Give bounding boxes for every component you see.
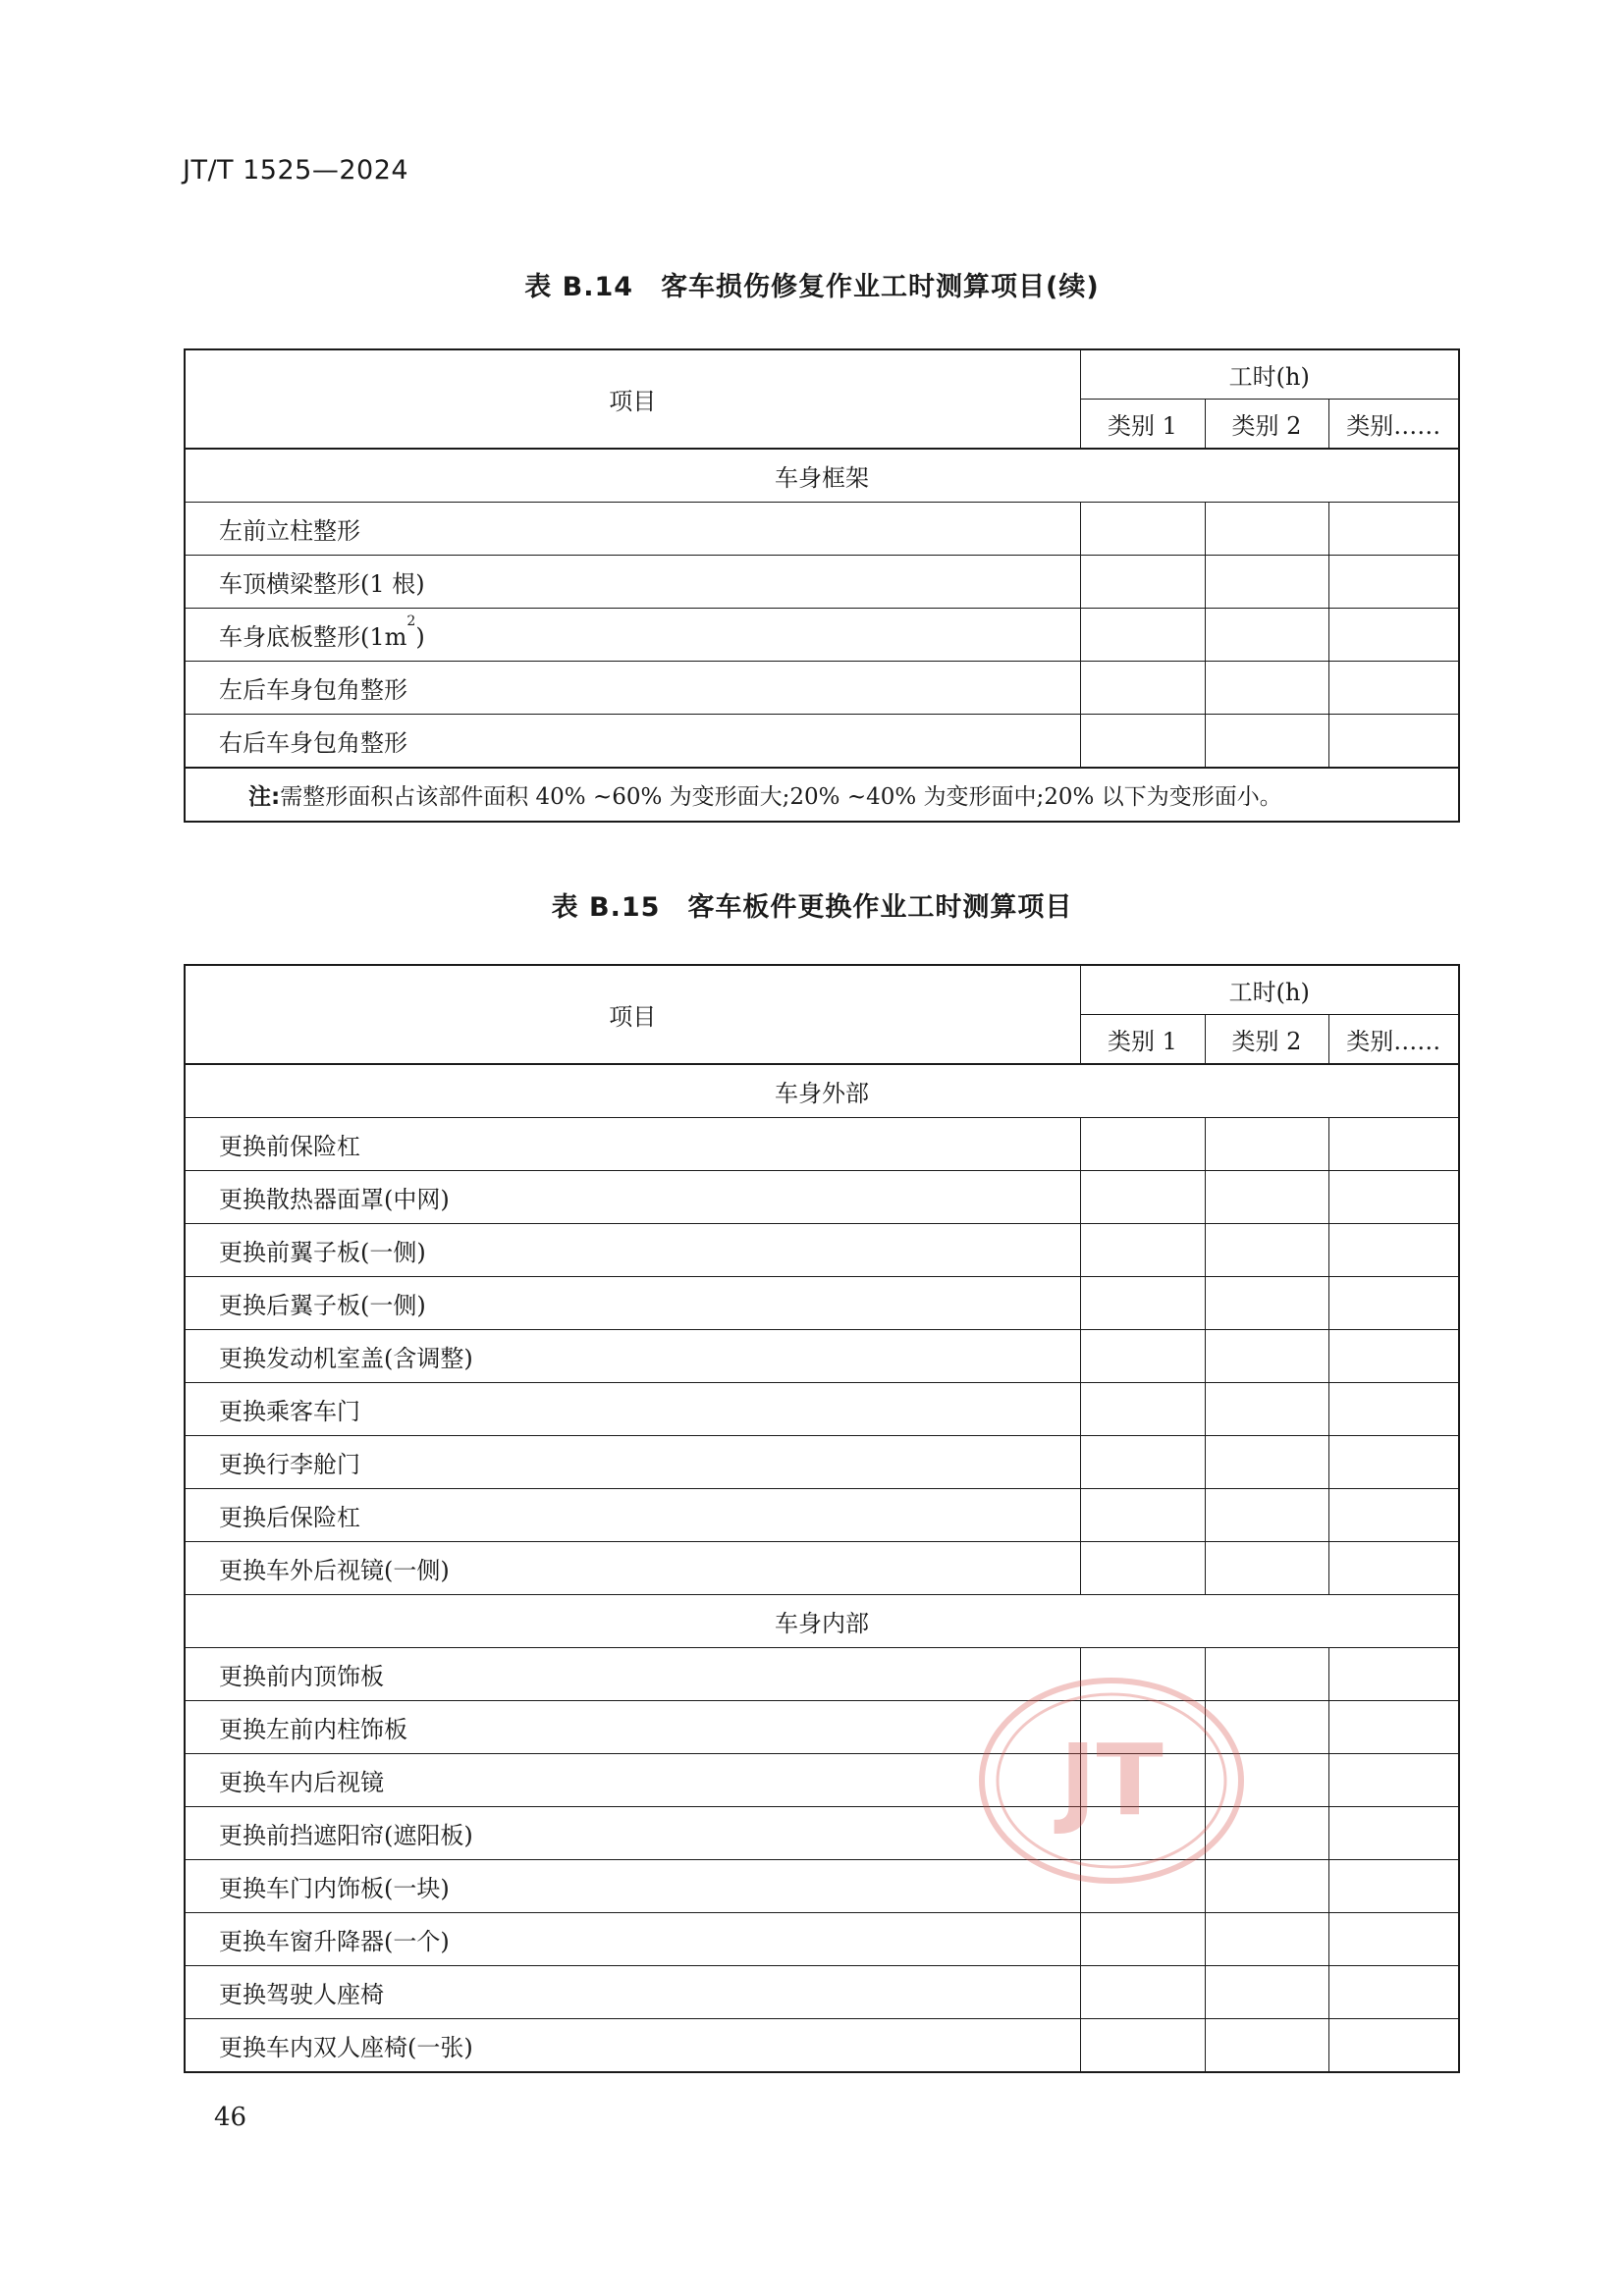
hours-cell [1328, 1171, 1459, 1224]
row-item-label: 更换车窗升降器(一个) [185, 1913, 1080, 1966]
hours-cell [1328, 556, 1459, 609]
hours-cell [1205, 1489, 1328, 1542]
standard-number: JT/T 1525—2024 [183, 155, 409, 186]
hours-cell [1328, 715, 1459, 769]
hours-cell [1080, 662, 1205, 715]
table-b14-cat1-header: 类别 1 [1080, 400, 1205, 450]
hours-cell [1205, 1171, 1328, 1224]
hours-cell [1328, 1966, 1459, 2019]
hours-cell [1328, 503, 1459, 556]
row-item-label: 更换后翼子板(一侧) [185, 1277, 1080, 1330]
table-b15-caption-title: 客车板件更换作业工时测算项目 [687, 892, 1073, 923]
row-item-label: 更换发动机室盖(含调整) [185, 1330, 1080, 1383]
seal-text: JT [1059, 1723, 1164, 1838]
hours-cell [1328, 1913, 1459, 1966]
row-item-label: 更换前保险杠 [185, 1118, 1080, 1171]
table-row [185, 1860, 1459, 1913]
seal-watermark [978, 1677, 1245, 1885]
table-row [185, 1277, 1459, 1330]
hours-cell [1205, 1383, 1328, 1436]
hours-cell [1080, 556, 1205, 609]
hours-cell [1080, 1436, 1205, 1489]
hours-cell [1205, 1436, 1328, 1489]
table-b14-caption [0, 265, 1624, 303]
table-b15-section-interior [185, 1595, 1459, 1648]
hours-cell [1328, 1542, 1459, 1595]
hours-cell [1080, 503, 1205, 556]
table-b15-caption [0, 885, 1624, 924]
hours-cell [1080, 1277, 1205, 1330]
hours-cell [1328, 1330, 1459, 1383]
table-row [185, 715, 1459, 769]
hours-cell [1080, 1383, 1205, 1436]
row-item-label: 更换后保险杠 [185, 1489, 1080, 1542]
table-row [185, 1913, 1459, 1966]
hours-cell [1205, 715, 1328, 769]
exterior-rows [185, 1118, 1459, 1595]
table-row [185, 1171, 1459, 1224]
hours-cell [1328, 1277, 1459, 1330]
table-b14-caption-number: 表 B.14 [524, 272, 634, 302]
table-b14-cat3-header: 类别…… [1328, 400, 1459, 450]
table-row [185, 1701, 1459, 1754]
row-item-label: 右后车身包角整形 [185, 715, 1080, 769]
row-item-label: 左后车身包角整形 [185, 662, 1080, 715]
hours-cell [1080, 1330, 1205, 1383]
hours-cell [1205, 1224, 1328, 1277]
table-row [185, 1118, 1459, 1171]
table-row [185, 2019, 1459, 2073]
row-item-label: 更换车外后视镜(一侧) [185, 1542, 1080, 1595]
hours-cell [1080, 1489, 1205, 1542]
hours-cell [1328, 1383, 1459, 1436]
hours-cell [1205, 1966, 1328, 2019]
table-row [185, 1224, 1459, 1277]
table-b15 [184, 964, 1460, 2073]
table-b14-note [185, 768, 1459, 822]
note-label: 注: [248, 784, 281, 810]
row-item-label: 更换车门内饰板(一块) [185, 1860, 1080, 1913]
hours-cell [1205, 2019, 1328, 2073]
hours-cell [1205, 556, 1328, 609]
hours-cell [1328, 1701, 1459, 1754]
hours-cell [1328, 1754, 1459, 1807]
table-row [185, 1807, 1459, 1860]
row-item-label: 更换前挡遮阳帘(遮阳板) [185, 1807, 1080, 1860]
hours-cell [1328, 1118, 1459, 1171]
row-item-text: 车身底板整形(1m [219, 623, 407, 651]
hours-cell [1328, 1860, 1459, 1913]
table-row [185, 1966, 1459, 2019]
table-row [185, 503, 1459, 556]
hours-cell [1328, 1648, 1459, 1701]
hours-cell [1328, 609, 1459, 662]
table-b15-cat2-header: 类别 2 [1205, 1015, 1328, 1065]
table-b14-header-row [185, 349, 1459, 400]
table-b15-item-header: 项目 [185, 965, 1080, 1064]
hours-cell [1080, 609, 1205, 662]
hours-cell [1205, 662, 1328, 715]
hours-cell [1328, 1224, 1459, 1277]
hours-cell [1205, 503, 1328, 556]
table-row [185, 1330, 1459, 1383]
table-b15-hours-header: 工时(h) [1080, 965, 1459, 1015]
hours-cell [1205, 1277, 1328, 1330]
hours-cell [1328, 662, 1459, 715]
row-item-label: 车顶横梁整形(1 根) [185, 556, 1080, 609]
table-row [185, 662, 1459, 715]
table-b14-hours-header: 工时(h) [1080, 349, 1459, 400]
section-title-interior: 车身内部 [185, 1595, 1459, 1648]
table-row [185, 1489, 1459, 1542]
table-row [185, 1754, 1459, 1807]
table-b14-item-header: 项目 [185, 349, 1080, 449]
row-item-label: 更换左前内柱饰板 [185, 1701, 1080, 1754]
hours-cell [1328, 2019, 1459, 2073]
row-item-label: 更换前内顶饰板 [185, 1648, 1080, 1701]
interior-rows [185, 1648, 1459, 2073]
hours-cell [1205, 1330, 1328, 1383]
row-item-label: 更换车内后视镜 [185, 1754, 1080, 1807]
hours-cell [1080, 1224, 1205, 1277]
hours-cell [1080, 715, 1205, 769]
hours-cell [1328, 1436, 1459, 1489]
table-row [185, 609, 1459, 662]
row-item-label: 更换车内双人座椅(一张) [185, 2019, 1080, 2073]
hours-cell [1080, 2019, 1205, 2073]
table-b14-caption-title: 客车损伤修复作业工时测算项目(续) [661, 272, 1100, 302]
hours-cell [1328, 1489, 1459, 1542]
hours-cell [1080, 1913, 1205, 1966]
hours-cell [1080, 1966, 1205, 2019]
table-row [185, 1648, 1459, 1701]
row-item-label: 更换散热器面罩(中网) [185, 1171, 1080, 1224]
row-item-label: 左前立柱整形 [185, 503, 1080, 556]
table-b14 [184, 348, 1460, 823]
table-b14-section-row [185, 449, 1459, 503]
table-b14-note-row [185, 768, 1459, 822]
table-row [185, 1383, 1459, 1436]
row-item-label: 更换行李舱门 [185, 1436, 1080, 1489]
row-item-label: 更换驾驶人座椅 [185, 1966, 1080, 2019]
superscript: 2 [406, 614, 416, 629]
note-text: 需整形面积占该部件面积 40% ~60% 为变形面大;20% ~40% 为变形面中;20% 以下为变形面小。 [280, 784, 1282, 810]
hours-cell [1328, 1807, 1459, 1860]
hours-cell [1080, 1171, 1205, 1224]
section-title-exterior: 车身外部 [185, 1064, 1459, 1118]
hours-cell [1205, 609, 1328, 662]
table-row [185, 1542, 1459, 1595]
hours-cell [1205, 1118, 1328, 1171]
table-b15-cat1-header: 类别 1 [1080, 1015, 1205, 1065]
table-b14-cat2-header: 类别 2 [1205, 400, 1328, 450]
row-item-label: 更换乘客车门 [185, 1383, 1080, 1436]
hours-cell [1080, 1118, 1205, 1171]
row-item-label [185, 609, 1080, 662]
hours-cell [1205, 1542, 1328, 1595]
row-item-label: 更换前翼子板(一侧) [185, 1224, 1080, 1277]
table-b15-caption-number: 表 B.15 [551, 892, 661, 923]
table-row [185, 556, 1459, 609]
hours-cell [1080, 1542, 1205, 1595]
table-b15-cat3-header: 类别…… [1328, 1015, 1459, 1065]
table-b15-header-row [185, 965, 1459, 1015]
table-b14-section-title: 车身框架 [185, 449, 1459, 503]
page-number: 46 [214, 2103, 247, 2132]
row-item-text-tail: ) [415, 623, 425, 651]
hours-cell [1205, 1913, 1328, 1966]
table-b15-section-exterior [185, 1064, 1459, 1118]
table-row [185, 1436, 1459, 1489]
